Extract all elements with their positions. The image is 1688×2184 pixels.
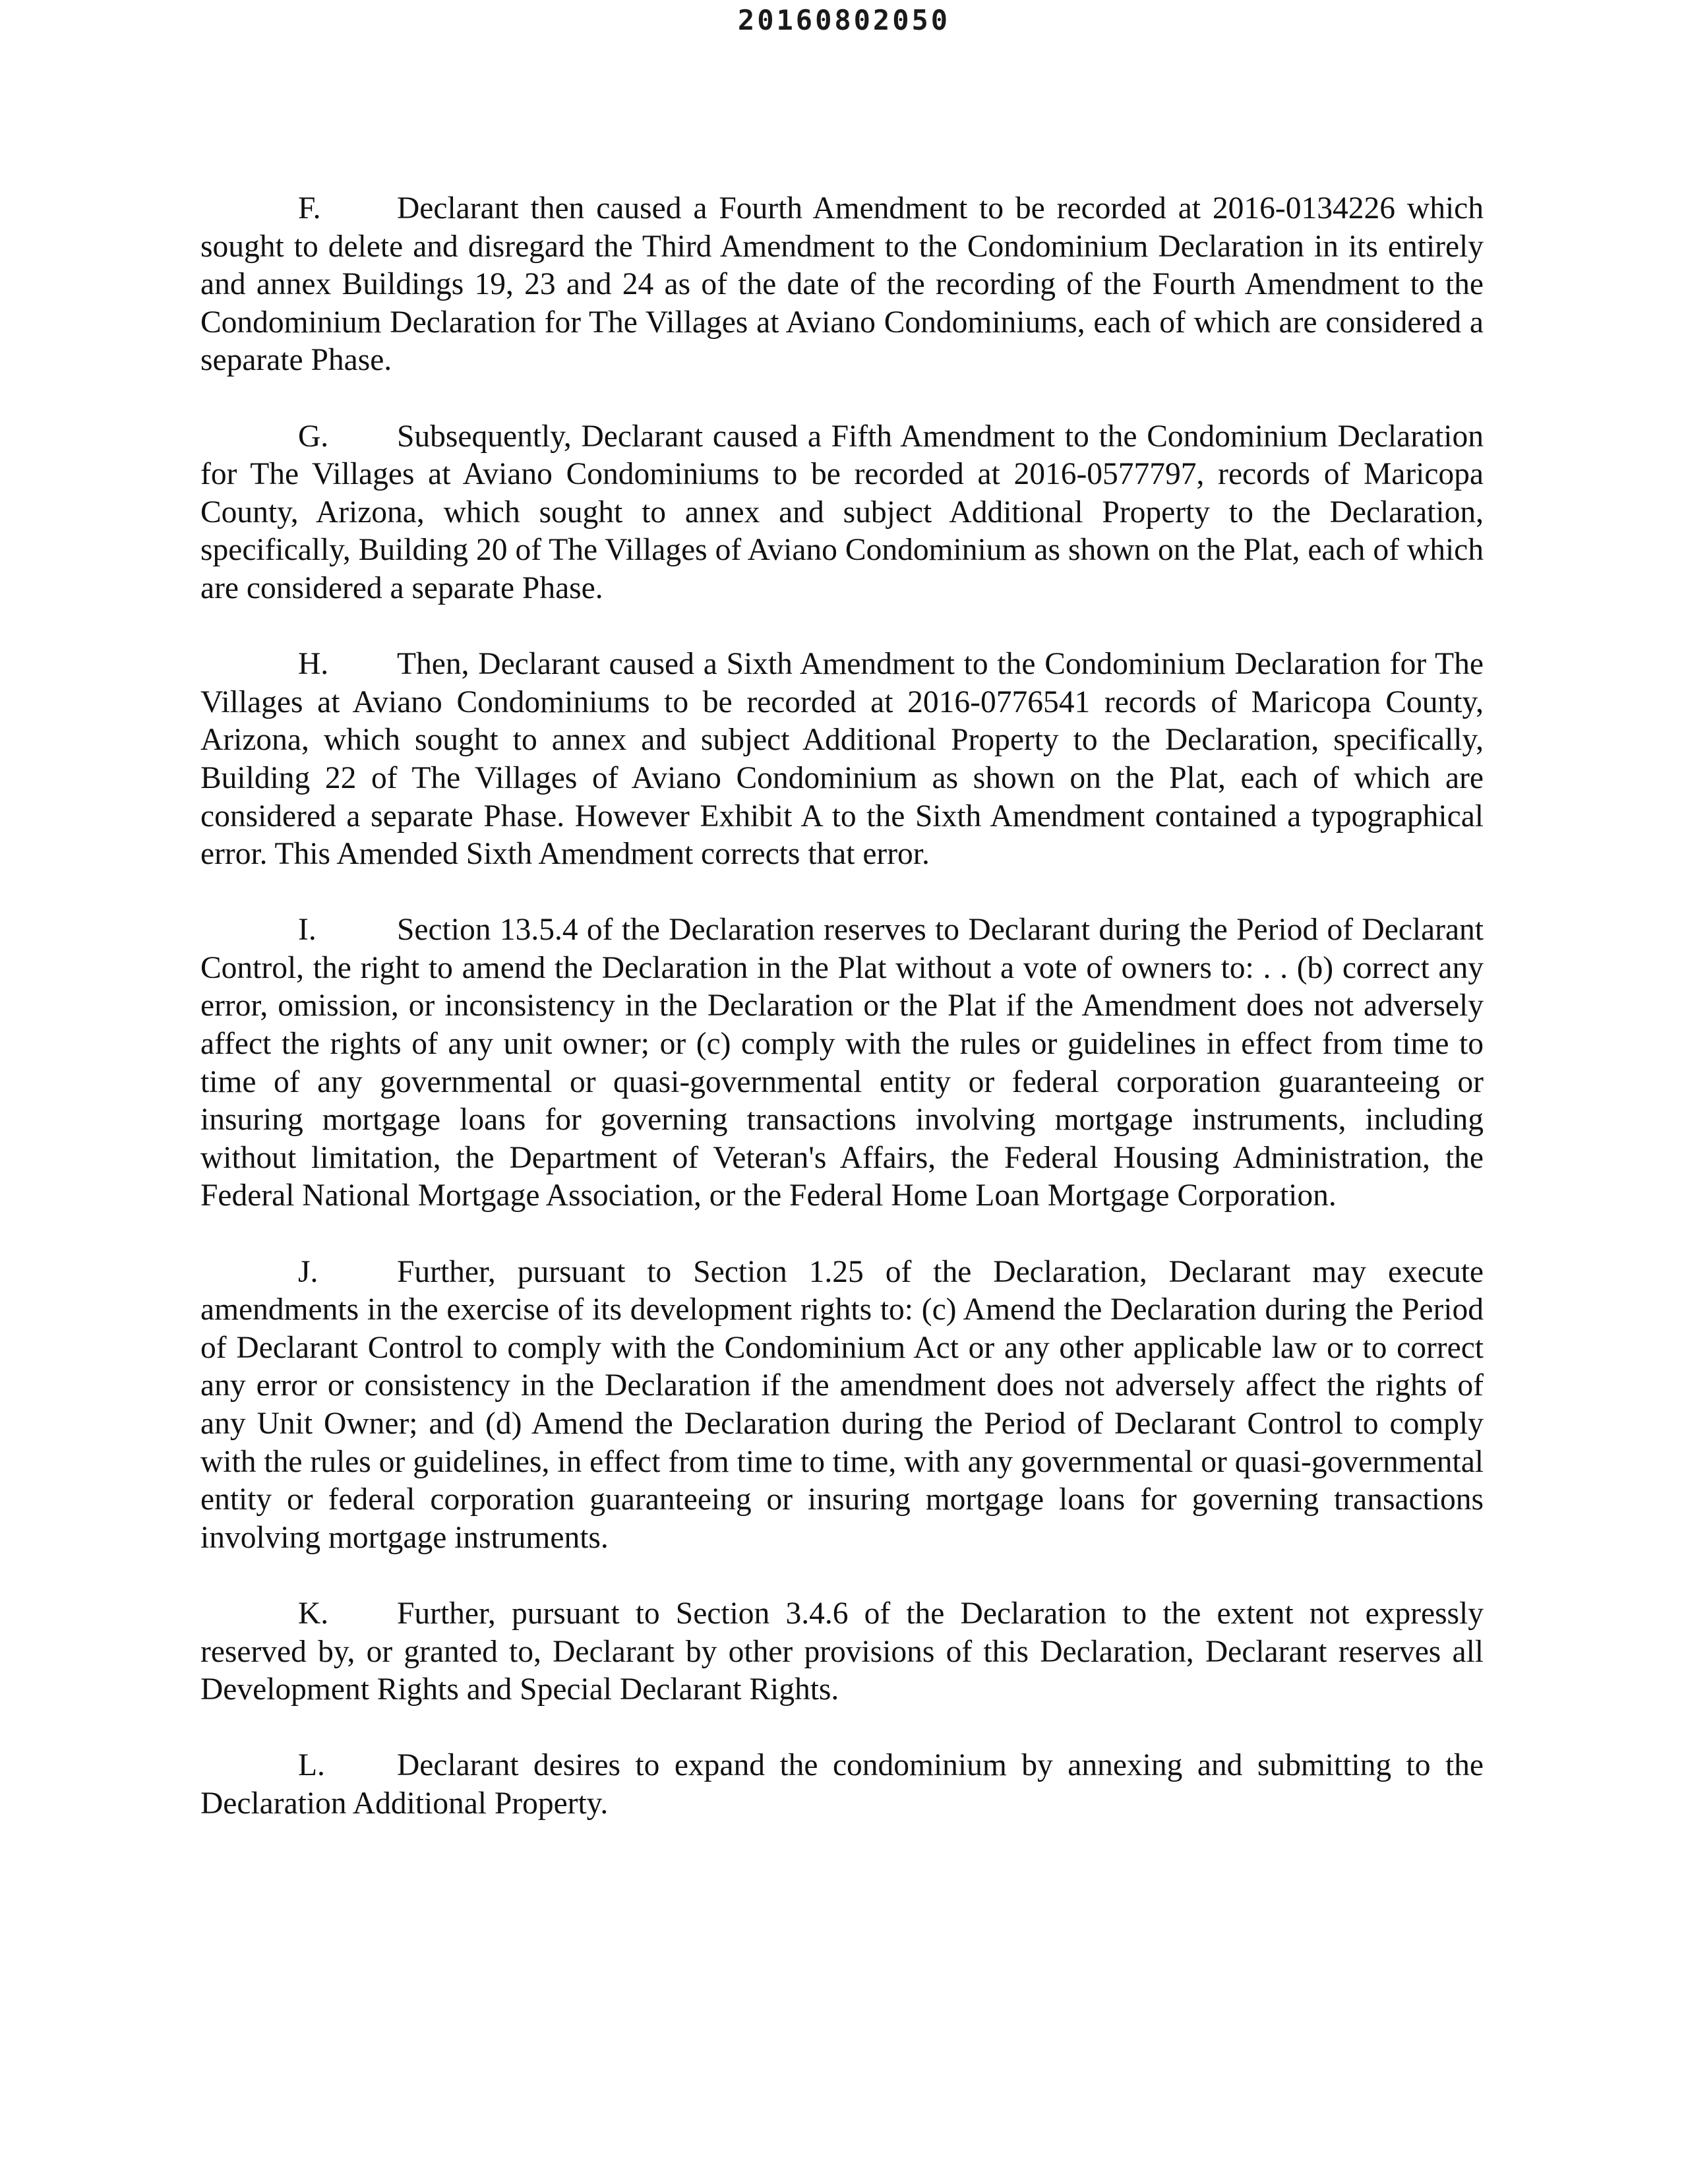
paragraph-text: Declarant desires to expand the condominium by annexing and submitting to the Declaration Additional Property. xyxy=(200,1748,1484,1821)
paragraph-text: Further, pursuant to Section 1.25 of the Declaration, Declarant may execute amendments in the exercise of its development rights to: (c) Amend the Declaration during the Period of Declarant Control to comply with the Condominium Act or any other applicable law or to correct any error or consistency in the Declaration if the amendment does not adversely affect the rights of any Unit Owner; and (d) Amend the Declaration during the Period of Declarant Control to comply with the rules or guidelines, in effect from time to time, with any governmental or quasi-governmental entity or federal corporation guaranteeing or insuring mortgage loans for governing transactions involving mortgage instruments. xyxy=(200,1254,1484,1555)
paragraph-text: Section 13.5.4 of the Declaration reserves to Declarant during the Period of Declarant Control, the right to amend the Declaration in the Plat without a vote of owners to: . . (b) correct any error, omission, or inconsistency in the Declaration or the Plat if the Amendment does not adversely affect the rights of any unit owner; or (c) comply with the rules or guidelines in effect from time to time of any governmental or quasi-governmental entity or federal corporation guaranteeing or insuring mortgage loans for governing transactions involving mortgage instruments, including without limitation, the Department of Veteran's Affairs, the Federal Housing Administration, the Federal National Mortgage Association, or the Federal Home Loan Mortgage Corporation. xyxy=(200,913,1484,1213)
paragraph-text: Further, pursuant to Section 3.4.6 of the Declaration to the extent not expressly reserved by, or granted to, Declarant by other provisions of this Declaration, Declarant reserves all Development Rights and Special Declarant Rights. xyxy=(200,1596,1484,1707)
paragraph-text: Then, Declarant caused a Sixth Amendment to the Condominium Declaration for The Villages at Aviano Condominiums to be recorded at 2016-0776541 records of Maricopa County, Arizona, which sought to annex and subject Additional Property to the Declaration, specifically, Building 22 of The Villages of Aviano Condominium as shown on the Plat, each of which are considered a separate Phase. However Exhibit A to the Sixth Amendment contained a typographical error. This Amended Sixth Amendment corrects that error. xyxy=(200,647,1484,872)
paragraph-text: Declarant then caused a Fourth Amendment to be recorded at 2016-0134226 which sought to delete and disregard the Third Amendment to the Condominium Declaration in its entirely and annex Buildings 19, 23 and 24 as of the date of the recording of the Fourth Amendment to the Condominium Declaration for The Villages at Aviano Condominiums, each of which are considered a separate Phase. xyxy=(200,191,1484,378)
paragraph-letter: L. xyxy=(298,1748,325,1783)
recording-number: 20160802050 xyxy=(737,4,951,36)
paragraph-h xyxy=(200,646,1484,874)
paragraph-letter: G. xyxy=(298,419,329,454)
paragraph-i xyxy=(200,911,1484,1215)
paragraph-k xyxy=(200,1595,1484,1709)
paragraph-l xyxy=(200,1747,1484,1823)
paragraph-f xyxy=(200,190,1484,380)
paragraph-letter: I. xyxy=(298,913,316,948)
paragraph-letter: K. xyxy=(298,1596,329,1631)
paragraph-text: Subsequently, Declarant caused a Fifth Amendment to the Condominium Declaration for The Villages at Aviano Condominiums to be recorded at 2016-0577797, records of Maricopa County, Arizona, which sought to annex and subject Additional Property to the Declaration, specifically, Building 20 of The Villages of Aviano Condominium as shown on the Plat, each of which are considered a separate Phase. xyxy=(200,419,1484,605)
paragraph-j xyxy=(200,1254,1484,1558)
document-body xyxy=(200,190,1484,1823)
paragraph-letter: H. xyxy=(298,647,329,682)
paragraph-letter: F. xyxy=(298,191,321,226)
paragraph-letter: J. xyxy=(298,1254,318,1289)
paragraph-g xyxy=(200,418,1484,608)
